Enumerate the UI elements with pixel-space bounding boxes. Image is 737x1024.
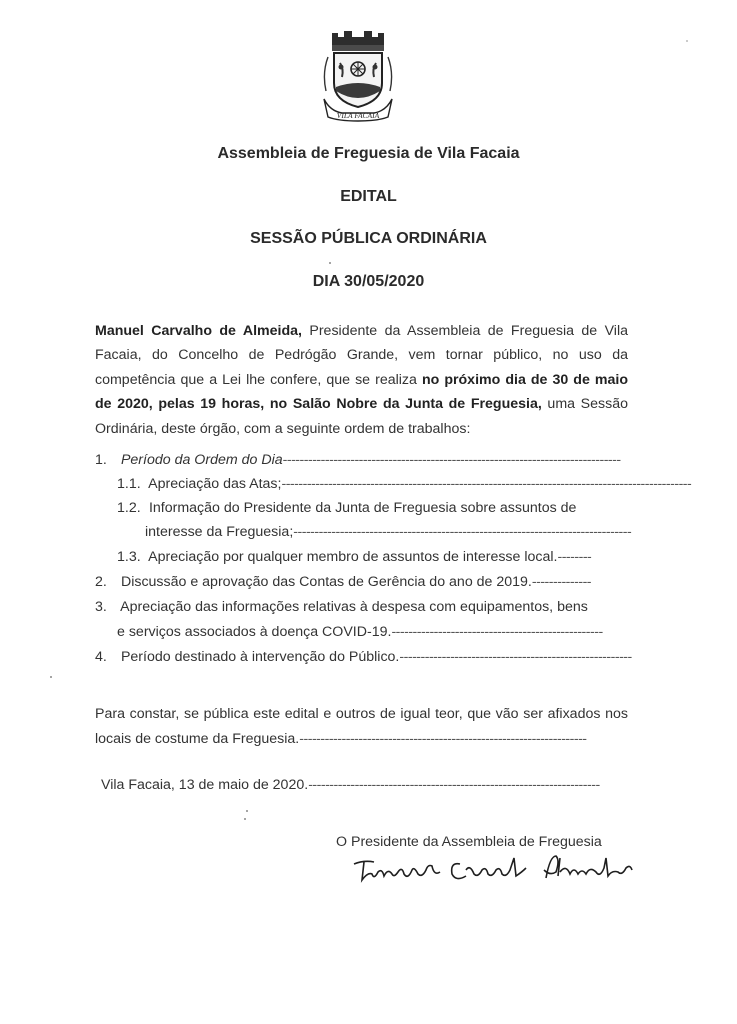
agenda-item-text: Período da Ordem do Dia	[120, 452, 283, 468]
crest-emblem	[318, 27, 398, 123]
agenda-item-text: interesse da Freguesia;	[145, 524, 294, 540]
agenda-item-1-2-cont: interesse da Freguesia;--------------------------------------------------------------------------------	[145, 524, 632, 540]
scan-speck	[50, 676, 52, 678]
session-when-where: no próximo dia de 30 de maio de 2020, pelas 19 horas, no Salão Nobre da Junta de Freguesia,	[95, 371, 628, 413]
agenda-item-number: 1.2.	[117, 500, 141, 516]
agenda-item-text: Período destinado à intervenção do Público.	[120, 649, 400, 665]
closing-text: Para constar, se pública este edital e outros de igual teor, que vão ser afixados nos locais de costume da Freguesia.	[95, 706, 628, 747]
assembly-title: Assembleia de Freguesia de Vila Facaia	[217, 145, 520, 162]
president-name: Manuel Carvalho de Almeida,	[95, 323, 302, 339]
agenda-item-1-1: 1.1. Apreciação das Atas;-------------------------------------------------------------------------------------------------	[117, 476, 692, 492]
session-heading: SESSÃO PÚBLICA ORDINÁRIA	[250, 230, 487, 247]
document-type-heading: EDITAL	[340, 188, 397, 205]
agenda-item-number: 2.	[95, 574, 107, 590]
agenda-item-1: 1. Período da Ordem do Dia--------------------------------------------------------------------------------	[95, 452, 621, 468]
place-and-date: Vila Facaia, 13 de maio de 2020.---------------------------------------------------------------------	[101, 777, 600, 793]
agenda-item-4: 4. Período destinado à intervenção do Público.-------------------------------------------------------	[95, 649, 632, 665]
intro-paragraph	[95, 319, 628, 441]
intro-text-part2: uma Sessão Ordinária, deste órgão, com a seguinte ordem de trabalhos:	[95, 396, 628, 437]
agenda-item-text: Apreciação das informações relativas à despesa com equipamentos, bens	[120, 599, 588, 615]
svg-text:VILA FACAIA: VILA FACAIA	[336, 111, 380, 120]
agenda-item-number: 1.	[95, 452, 107, 468]
agenda-item-3	[95, 599, 588, 615]
scan-speck	[329, 262, 331, 264]
intro-text-part1: Presidente da Assembleia de Freguesia de Vila Facaia, do Concelho de Pedrógão Grande, vem tornar público, no uso da competência que a Lei lhe confere, que se realiza	[95, 323, 628, 388]
agenda-item-1-3: 1.3. Apreciação por qualquer membro de assuntos de interesse local.--------	[117, 549, 592, 565]
agenda-item-number: 4.	[95, 649, 107, 665]
agenda-item-text: e serviços associados à doença COVID-19.	[117, 624, 392, 640]
agenda-item-3-cont: e serviços associados à doença COVID-19.--------------------------------------------------	[117, 624, 603, 640]
session-date-heading: DIA 30/05/2020	[312, 273, 425, 290]
agenda-item-text: Apreciação por qualquer membro de assuntos de interesse local.	[148, 549, 558, 565]
scan-speck	[686, 40, 688, 42]
agenda-item-text: Apreciação das Atas;	[148, 476, 282, 492]
agenda-item-text: Discussão e aprovação das Contas de Gerência do ano de 2019.	[120, 574, 532, 590]
handwritten-signature	[350, 850, 640, 886]
agenda-item-number: 1.1.	[117, 476, 141, 492]
agenda-item-text: Informação do Presidente da Junta de Freguesia sobre assuntos de	[148, 500, 577, 516]
agenda-item-1-2	[117, 500, 576, 516]
agenda-item-2: 2. Discussão e aprovação das Contas de Gerência do ano de 2019.--------------	[95, 574, 592, 590]
agenda-item-number: 1.3.	[117, 549, 141, 565]
agenda-item-number: 3.	[95, 599, 107, 615]
scan-speck	[244, 818, 246, 820]
coat-of-arms-logo	[318, 27, 398, 123]
closing-paragraph: Para constar, se pública este edital e outros de igual teor, que vão ser afixados nos locais de costume da Freguesia.--------------------------------------------------------------------	[95, 706, 628, 747]
signatory-title: O Presidente da Assembleia de Freguesia	[336, 834, 602, 850]
dateline-text: Vila Facaia, 13 de maio de 2020.	[101, 777, 309, 793]
scan-speck	[246, 810, 248, 812]
